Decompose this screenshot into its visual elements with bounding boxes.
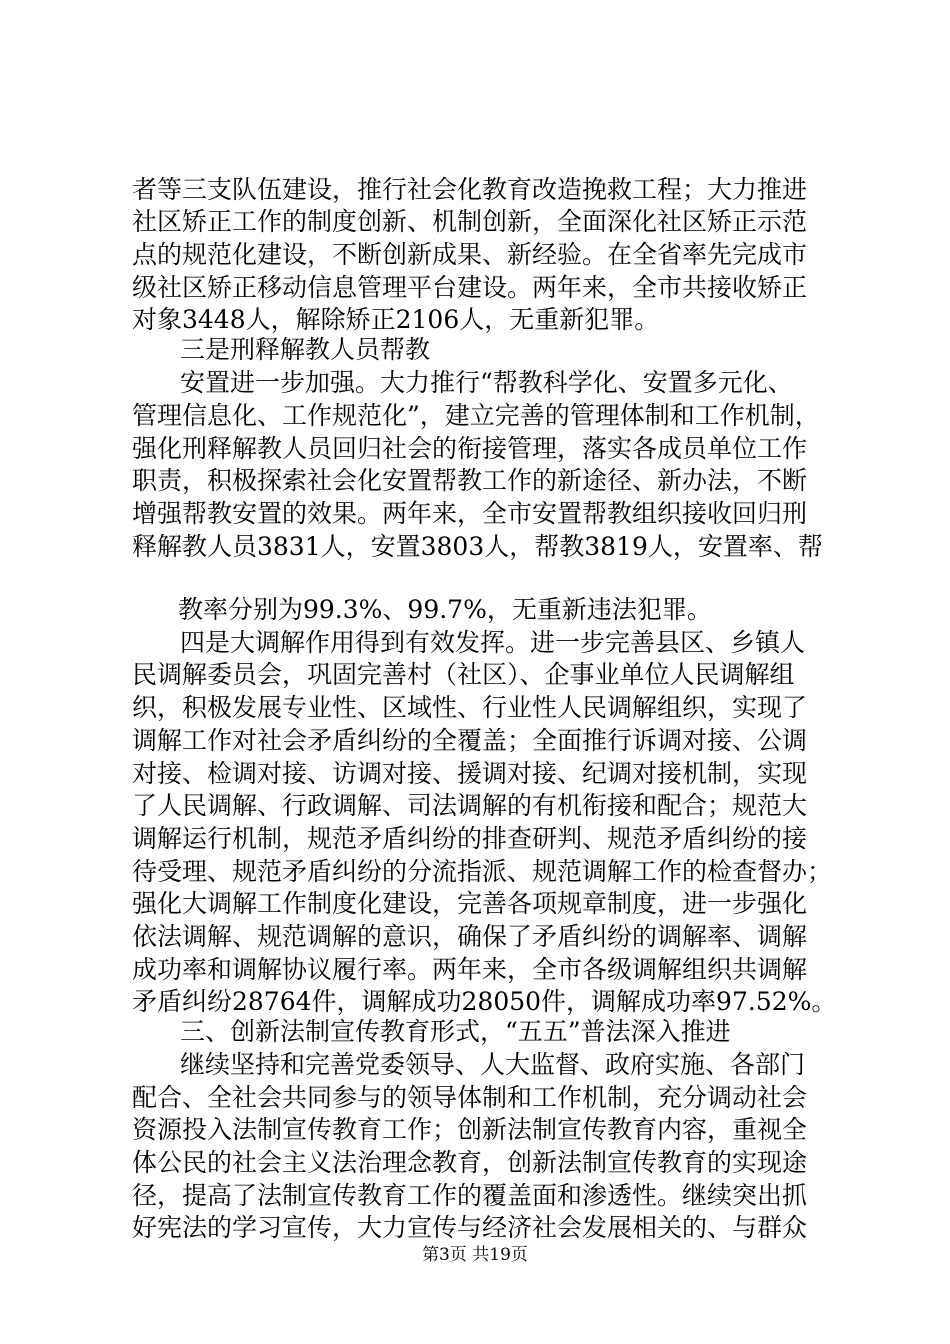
text-line: 点的规范化建设，不断创新成果、新经验。在全省率先完成市 [132, 240, 808, 269]
text-line: 民调解委员会，巩固完善村（社区）、企事业单位人民调解组 [132, 660, 795, 689]
text-line: 待受理、规范矛盾纠纷的分流指派、规范调解工作的检查督办； [132, 857, 833, 886]
text-line: 社区矫正工作的制度创新、机制创新，全面深化社区矫正示范 [132, 207, 808, 236]
text-line: 级社区矫正移动信息管理平台建设。两年来，全市共接收矫正 [132, 273, 808, 302]
page-footer: 第3页 共19页 [422, 1245, 528, 1265]
text-line: 安置进一步加强。大力推行“帮教科学化、安置多元化、 [180, 368, 793, 397]
text-line: 好宪法的学习宣传，大力宣传与经济社会发展相关的、与群众 [132, 1213, 808, 1242]
text-line: 成功率和调解协议履行率。两年来，全市各级调解组织共调解 [132, 955, 808, 984]
text-line: 强化刑释解教人员回归社会的衔接管理，落实各成员单位工作 [132, 434, 808, 463]
text-line: 径，提高了法制宣传教育工作的覆盖面和渗透性。继续突出抓 [132, 1181, 808, 1210]
text-line: 调解工作对社会矛盾纠纷的全覆盖；全面推行诉调对接、公调 [132, 726, 808, 755]
text-line: 教率分别为99.3%、99.7%，无重新违法犯罪。 [178, 595, 712, 624]
section-heading: 三、创新法制宣传教育形式，“五五”普法深入推进 [180, 1017, 731, 1046]
text-line: 配合、全社会共同参与的领导体制和工作机制，充分调动社会 [132, 1083, 808, 1112]
text-line: 释解教人员3831人，安置3803人，帮教3819人，安置率、帮 [132, 532, 823, 561]
section-heading: 三是刑释解教人员帮教 [180, 335, 431, 364]
text-line: 对接、检调对接、访调对接、援调对接、纪调对接机制，实现 [132, 759, 808, 788]
text-line: 对象3448人，解除矫正2106人，无重新犯罪。 [132, 305, 660, 334]
text-line: 强化大调解工作制度化建设，完善各项规章制度，进一步强化 [132, 889, 808, 918]
text-line: 矛盾纠纷28764件，调解成功28050件，调解成功率97.52%。 [132, 987, 837, 1016]
text-line: 了人民调解、行政调解、司法调解的有机衔接和配合；规范大 [132, 791, 808, 820]
text-line: 者等三支队伍建设，推行社会化教育改造挽救工程；大力推进 [132, 175, 808, 204]
text-line: 职责，积极探索社会化安置帮教工作的新途径、新办法，不断 [132, 466, 808, 495]
text-line: 继续坚持和完善党委领导、人大监督、政府实施、各部门 [180, 1050, 806, 1079]
text-line: 依法调解、规范调解的意识，确保了矛盾纠纷的调解率、调解 [132, 922, 808, 951]
text-line: 调解运行机制，规范矛盾纠纷的排查研判、规范矛盾纠纷的接 [132, 824, 808, 853]
text-line: 体公民的社会主义法治理念教育，创新法制宣传教育的实现途 [132, 1148, 808, 1177]
text-line: 四是大调解作用得到有效发挥。进一步完善县区、乡镇人 [180, 628, 806, 657]
text-line: 织，积极发展专业性、区域性、行业性人民调解组织，实现了 [132, 693, 808, 722]
text-line: 管理信息化、工作规范化”，建立完善的管理体制和工作机制， [132, 401, 820, 430]
text-line: 资源投入法制宣传教育工作；创新法制宣传教育内容，重视全 [132, 1115, 808, 1144]
text-line: 增强帮教安置的效果。两年来，全市安置帮教组织接收回归刑 [132, 499, 808, 528]
